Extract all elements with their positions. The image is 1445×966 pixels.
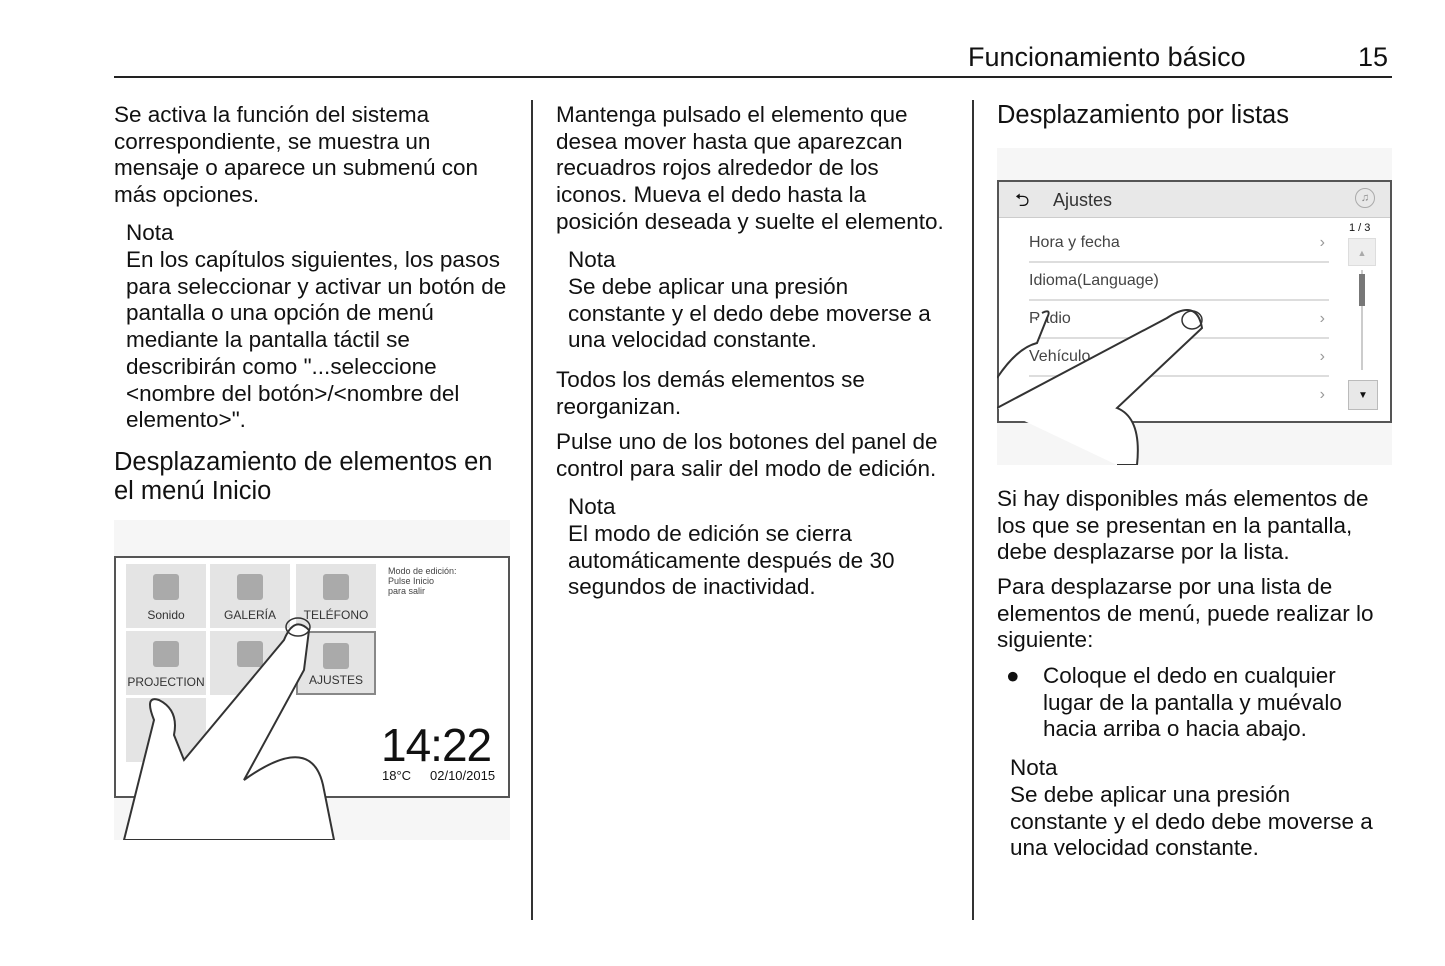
bullet-icon: ● <box>1006 663 1020 688</box>
section-heading: Desplazamiento por listas <box>997 101 1289 129</box>
paragraph: Si hay disponibles más elementos de los que se presentan en la pantalla, debe desplazarse por la lista. <box>997 486 1369 565</box>
tile-sonido: Sonido <box>126 564 206 628</box>
tile-telefono: TELÉFONO <box>296 564 376 628</box>
temperature: 18°C <box>382 768 412 783</box>
tile-ajustes: AJUSTES <box>296 631 376 695</box>
note-title: Nota <box>126 220 174 245</box>
screen-title: Ajustes <box>1053 190 1113 210</box>
page-indicator: 1 / 3 <box>1349 222 1371 234</box>
home-edit-figure <box>114 520 510 840</box>
note-title: Nota <box>1010 755 1058 780</box>
date: 02/10/2015 <box>430 768 496 783</box>
column-divider <box>972 100 974 920</box>
column-divider <box>531 100 533 920</box>
note-title: Nota <box>568 494 616 519</box>
back-icon: ⮌ <box>1015 190 1030 210</box>
finger-illustration <box>997 148 1392 465</box>
edit-mode-message: Modo de edición: Pulse Inicio para salir <box>388 566 457 596</box>
list-scroll-figure <box>997 148 1392 465</box>
paragraph: Para desplazarse por una lista de elementos de menú, puede realizar lo siguiente: <box>997 574 1374 653</box>
scroll-up-icon: ▲ <box>1348 238 1376 266</box>
paragraph: Mantenga pulsado el elemento que desea mover hasta que aparezcan recuadros rojos alrededor de los iconos. Mueva el dedo hasta la posición deseada y suelte el elemento. <box>556 102 944 234</box>
tile-galeria: GALERÍA <box>210 564 290 628</box>
paragraph: Todos los demás elementos se reorganizan. <box>556 367 865 419</box>
tile-projection: PROJECTION <box>126 631 206 695</box>
page-number: 15 <box>1358 42 1389 72</box>
note-text: En los capítulos siguientes, los pasos para seleccionar y activar un botón de pantalla o una opción de menú mediante la pantalla táctil se describirán como "...seleccione <nombre del botón>/<nombre del elemento>". <box>126 247 507 433</box>
clock: 14:22 <box>381 719 492 771</box>
paragraph: Pulse uno de los botones del panel de control para salir del modo de edición. <box>556 429 938 481</box>
list-item: Radio › <box>1029 302 1329 339</box>
note-text: El modo de edición se cierra automáticamente después de 30 segundos de inactividad. <box>568 521 895 600</box>
note-text: Se debe aplicar una presión constante y el dedo debe moverse a una velocidad constante. <box>568 274 931 353</box>
list-item: Hora y fecha › <box>1029 226 1329 263</box>
header-rule <box>114 76 1392 78</box>
scroll-down-icon: ▼ <box>1348 380 1378 410</box>
bullet-item: Coloque el dedo en cualquier lugar de la pantalla y muévalo hacia arriba o hacia abajo. <box>1043 663 1342 742</box>
list-item: › <box>1319 386 1325 403</box>
note-text: Se debe aplicar una presión constante y el dedo debe moverse a una velocidad constante. <box>1010 782 1373 861</box>
section-title: Funcionamiento básico <box>968 42 1246 72</box>
paragraph: Se activa la función del sistema correspondiente, se muestra un mensaje o aparece un submenú con más opciones. <box>114 102 478 208</box>
music-icon: ♫ <box>1355 188 1375 208</box>
note-title: Nota <box>568 247 616 272</box>
section-heading: Desplazamiento de elementos en el menú Inicio <box>114 448 493 505</box>
finger-illustration <box>114 520 510 840</box>
list-item: Vehículo › <box>1029 340 1329 377</box>
list-item: Idioma(Language) <box>1029 264 1329 301</box>
